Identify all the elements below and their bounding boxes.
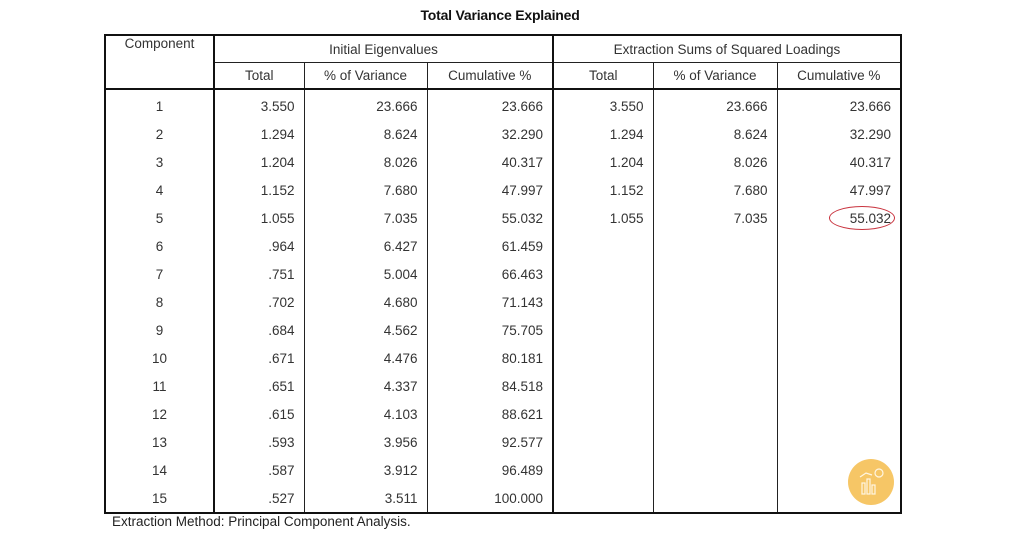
ie-pct-variance-cell-value: 6.427 (383, 238, 418, 254)
ie-pct-variance-cell-value: 4.476 (383, 350, 418, 366)
ie-pct-variance-cell-value: 4.562 (383, 322, 418, 338)
header-ie-cumulative: Cumulative % (427, 63, 553, 90)
ie-total-cell (214, 204, 304, 232)
ex-total-cell (553, 260, 653, 288)
ex-total-cell (553, 288, 653, 316)
ex-pct-variance-cell (653, 288, 777, 316)
ie-cumulative-cell (427, 400, 553, 428)
ex-pct-variance-cell (653, 89, 777, 120)
ie-pct-variance-cell-value: 8.624 (383, 126, 418, 142)
table-row (105, 176, 901, 204)
ie-pct-variance-cell (304, 176, 427, 204)
ex-cumulative-cell-value: 23.666 (849, 98, 891, 114)
ie-total-cell (214, 89, 304, 120)
ie-pct-variance-cell (304, 204, 427, 232)
ex-pct-variance-cell (653, 484, 777, 513)
ex-pct-variance-cell-value: 7.035 (733, 210, 768, 226)
table-title: Total Variance Explained (420, 7, 580, 23)
ex-cumulative-cell-value: 40.317 (849, 154, 891, 170)
ie-total-cell-value: .684 (268, 322, 295, 338)
row-component (105, 120, 214, 148)
ie-cumulative-cell-value: 47.997 (501, 182, 543, 198)
ie-cumulative-cell-value: 80.181 (501, 350, 543, 366)
ie-cumulative-cell-value: 88.621 (501, 406, 543, 422)
row-component-value: 10 (151, 350, 168, 366)
ie-total-cell-value: .587 (268, 462, 295, 478)
ie-total-cell-value: 1.204 (260, 154, 295, 170)
ie-total-cell-value: 3.550 (260, 98, 295, 114)
row-component-value: 2 (155, 126, 164, 142)
ex-total-cell (553, 372, 653, 400)
row-component (105, 148, 214, 176)
ie-cumulative-cell-value: 61.459 (501, 238, 543, 254)
header-initial-eigenvalues: Initial Eigenvalues (214, 35, 553, 63)
row-component (105, 372, 214, 400)
ie-pct-variance-cell-value: 3.956 (383, 434, 418, 450)
ex-cumulative-cell (777, 204, 901, 232)
ex-pct-variance-cell (653, 344, 777, 372)
ie-cumulative-cell-value: 55.032 (501, 210, 543, 226)
ex-total-cell (553, 120, 653, 148)
ie-cumulative-cell (427, 344, 553, 372)
ie-pct-variance-cell-value: 4.337 (383, 378, 418, 394)
ex-cumulative-cell (777, 344, 901, 372)
row-component-value: 7 (155, 266, 164, 282)
row-component (105, 400, 214, 428)
ie-pct-variance-cell (304, 288, 427, 316)
ie-cumulative-cell (427, 428, 553, 456)
row-component-value: 3 (155, 154, 164, 170)
chart-logo-icon (848, 459, 894, 505)
ie-pct-variance-cell-value: 8.026 (383, 154, 418, 170)
table-row (105, 484, 901, 513)
ex-total-cell (553, 148, 653, 176)
ex-pct-variance-cell (653, 456, 777, 484)
ie-cumulative-cell-value: 100.000 (494, 490, 543, 506)
ex-pct-variance-cell-value: 8.624 (733, 126, 768, 142)
ie-total-cell-value: .527 (268, 490, 295, 506)
table-row (105, 260, 901, 288)
ie-cumulative-cell (427, 89, 553, 120)
row-component-value: 11 (152, 378, 167, 394)
table-row (105, 89, 901, 120)
ex-total-cell (553, 89, 653, 120)
ex-total-cell (553, 484, 653, 513)
ie-cumulative-cell (427, 484, 553, 513)
ie-pct-variance-cell-value: 4.680 (383, 294, 418, 310)
table-row (105, 288, 901, 316)
ie-pct-variance-cell-value: 7.680 (383, 182, 418, 198)
ex-total-cell-value: 1.055 (609, 210, 644, 226)
header-extraction-sums: Extraction Sums of Squared Loadings (553, 35, 901, 63)
ie-cumulative-cell (427, 260, 553, 288)
ie-pct-variance-cell (304, 344, 427, 372)
row-component (105, 344, 214, 372)
ie-cumulative-cell-value: 32.290 (501, 126, 543, 142)
ex-cumulative-cell-value: 47.997 (849, 182, 891, 198)
ie-cumulative-cell-value: 84.518 (501, 378, 543, 394)
ie-total-cell-value: .671 (268, 350, 295, 366)
header-ex-cumulative: Cumulative % (777, 63, 901, 90)
ie-total-cell (214, 120, 304, 148)
ie-total-cell (214, 176, 304, 204)
ex-cumulative-cell (777, 400, 901, 428)
ie-total-cell (214, 316, 304, 344)
ex-total-cell (553, 176, 653, 204)
row-component-value: 9 (155, 322, 164, 338)
ex-total-cell (553, 232, 653, 260)
ex-total-cell (553, 316, 653, 344)
ie-total-cell (214, 484, 304, 513)
header-ex-total: Total (553, 63, 653, 90)
row-component-value: 14 (151, 462, 168, 478)
ie-cumulative-cell (427, 148, 553, 176)
ex-pct-variance-cell (653, 176, 777, 204)
table-row (105, 204, 901, 232)
table-row (105, 316, 901, 344)
ex-pct-variance-cell (653, 372, 777, 400)
row-component-value: 4 (155, 182, 164, 198)
header-ex-pct-variance: % of Variance (653, 63, 777, 90)
ex-cumulative-cell (777, 148, 901, 176)
ie-total-cell (214, 400, 304, 428)
header-component: Component (105, 35, 214, 89)
ie-pct-variance-cell (304, 120, 427, 148)
ex-total-cell (553, 204, 653, 232)
ex-total-cell-value: 1.204 (609, 154, 644, 170)
ex-cumulative-cell (777, 428, 901, 456)
ie-pct-variance-cell (304, 148, 427, 176)
table-row (105, 372, 901, 400)
table-body (105, 89, 901, 513)
row-component (105, 176, 214, 204)
row-component (105, 260, 214, 288)
ie-total-cell (214, 344, 304, 372)
ie-cumulative-cell (427, 456, 553, 484)
ie-pct-variance-cell-value: 5.004 (383, 266, 418, 282)
ie-pct-variance-cell (304, 372, 427, 400)
row-component (105, 89, 214, 120)
table-row (105, 400, 901, 428)
ex-cumulative-cell (777, 232, 901, 260)
row-component-value: 6 (155, 238, 164, 254)
ie-cumulative-cell-value: 92.577 (501, 434, 543, 450)
footnote: Extraction Method: Principal Component Analysis. (112, 514, 411, 529)
ie-cumulative-cell-value: 96.489 (501, 462, 543, 478)
ie-cumulative-cell (427, 288, 553, 316)
ie-cumulative-cell (427, 176, 553, 204)
ex-total-cell-value: 1.294 (609, 126, 644, 142)
row-component-value: 8 (155, 294, 164, 310)
ex-cumulative-cell (777, 260, 901, 288)
ie-pct-variance-cell (304, 89, 427, 120)
ie-pct-variance-cell (304, 316, 427, 344)
ie-total-cell-value: 1.055 (260, 210, 295, 226)
ie-total-cell (214, 232, 304, 260)
ex-pct-variance-cell (653, 316, 777, 344)
ie-total-cell (214, 148, 304, 176)
ie-total-cell-value: .615 (268, 406, 295, 422)
ie-cumulative-cell-value: 23.666 (501, 98, 543, 114)
ex-pct-variance-cell (653, 400, 777, 428)
ex-total-cell-value: 3.550 (609, 98, 644, 114)
header-ie-total: Total (214, 63, 304, 90)
row-component (105, 316, 214, 344)
ex-cumulative-cell (777, 120, 901, 148)
ie-total-cell (214, 456, 304, 484)
ie-pct-variance-cell (304, 260, 427, 288)
row-component-value: 1 (155, 98, 164, 114)
ex-total-cell (553, 456, 653, 484)
ie-pct-variance-cell (304, 232, 427, 260)
ex-pct-variance-cell (653, 148, 777, 176)
ie-cumulative-cell-value: 71.143 (501, 294, 543, 310)
ie-total-cell-value: 1.294 (260, 126, 295, 142)
ie-cumulative-cell (427, 316, 553, 344)
ie-pct-variance-cell-value: 23.666 (376, 98, 418, 114)
table-row (105, 344, 901, 372)
ie-pct-variance-cell (304, 400, 427, 428)
ie-total-cell-value: 1.152 (260, 182, 295, 198)
ex-cumulative-cell (777, 89, 901, 120)
ie-cumulative-cell (427, 232, 553, 260)
ex-pct-variance-cell-value: 8.026 (733, 154, 768, 170)
table-row (105, 456, 901, 484)
ex-cumulative-cell (777, 372, 901, 400)
ex-total-cell-value: 1.152 (609, 182, 644, 198)
total-variance-table (104, 34, 902, 514)
ie-cumulative-cell-value: 75.705 (501, 322, 543, 338)
ie-pct-variance-cell-value: 7.035 (383, 210, 418, 226)
ex-total-cell (553, 344, 653, 372)
ie-total-cell (214, 372, 304, 400)
ex-pct-variance-cell (653, 260, 777, 288)
ex-total-cell (553, 400, 653, 428)
row-component-value: 15 (151, 490, 168, 506)
row-component (105, 288, 214, 316)
ie-cumulative-cell (427, 372, 553, 400)
ex-pct-variance-cell (653, 232, 777, 260)
ie-total-cell (214, 428, 304, 456)
row-component-value: 13 (151, 434, 168, 450)
row-component (105, 204, 214, 232)
ie-pct-variance-cell-value: 3.511 (384, 490, 418, 506)
ie-cumulative-cell (427, 120, 553, 148)
ie-cumulative-cell-value: 40.317 (501, 154, 543, 170)
ex-pct-variance-cell (653, 204, 777, 232)
highlight-circle (829, 206, 895, 230)
row-component (105, 428, 214, 456)
ie-cumulative-cell (427, 204, 553, 232)
ie-total-cell-value: .651 (268, 378, 295, 394)
table-row (105, 120, 901, 148)
ie-pct-variance-cell (304, 428, 427, 456)
ex-pct-variance-cell-value: 7.680 (733, 182, 768, 198)
ie-pct-variance-cell (304, 456, 427, 484)
ie-total-cell-value: .964 (268, 238, 295, 254)
ex-cumulative-cell (777, 316, 901, 344)
ex-pct-variance-cell-value: 23.666 (726, 98, 768, 114)
ie-total-cell (214, 260, 304, 288)
row-component (105, 232, 214, 260)
ex-cumulative-cell-value: 55.032 (849, 210, 891, 226)
row-component-value: 5 (155, 210, 164, 226)
table-row (105, 232, 901, 260)
ex-pct-variance-cell (653, 428, 777, 456)
ie-pct-variance-cell (304, 484, 427, 513)
ie-total-cell (214, 288, 304, 316)
ie-cumulative-cell-value: 66.463 (501, 266, 543, 282)
table-row (105, 428, 901, 456)
ie-total-cell-value: .702 (268, 294, 295, 310)
ie-total-cell-value: .751 (268, 266, 295, 282)
ie-pct-variance-cell-value: 4.103 (383, 406, 418, 422)
ex-total-cell (553, 428, 653, 456)
ie-pct-variance-cell-value: 3.912 (383, 462, 418, 478)
ex-cumulative-cell-value: 32.290 (849, 126, 891, 142)
table-row (105, 148, 901, 176)
ie-total-cell-value: .593 (268, 434, 295, 450)
row-component (105, 484, 214, 513)
row-component (105, 456, 214, 484)
ex-cumulative-cell (777, 288, 901, 316)
ex-pct-variance-cell (653, 120, 777, 148)
ex-cumulative-cell (777, 176, 901, 204)
header-ie-pct-variance: % of Variance (304, 63, 427, 90)
row-component-value: 12 (151, 406, 168, 422)
